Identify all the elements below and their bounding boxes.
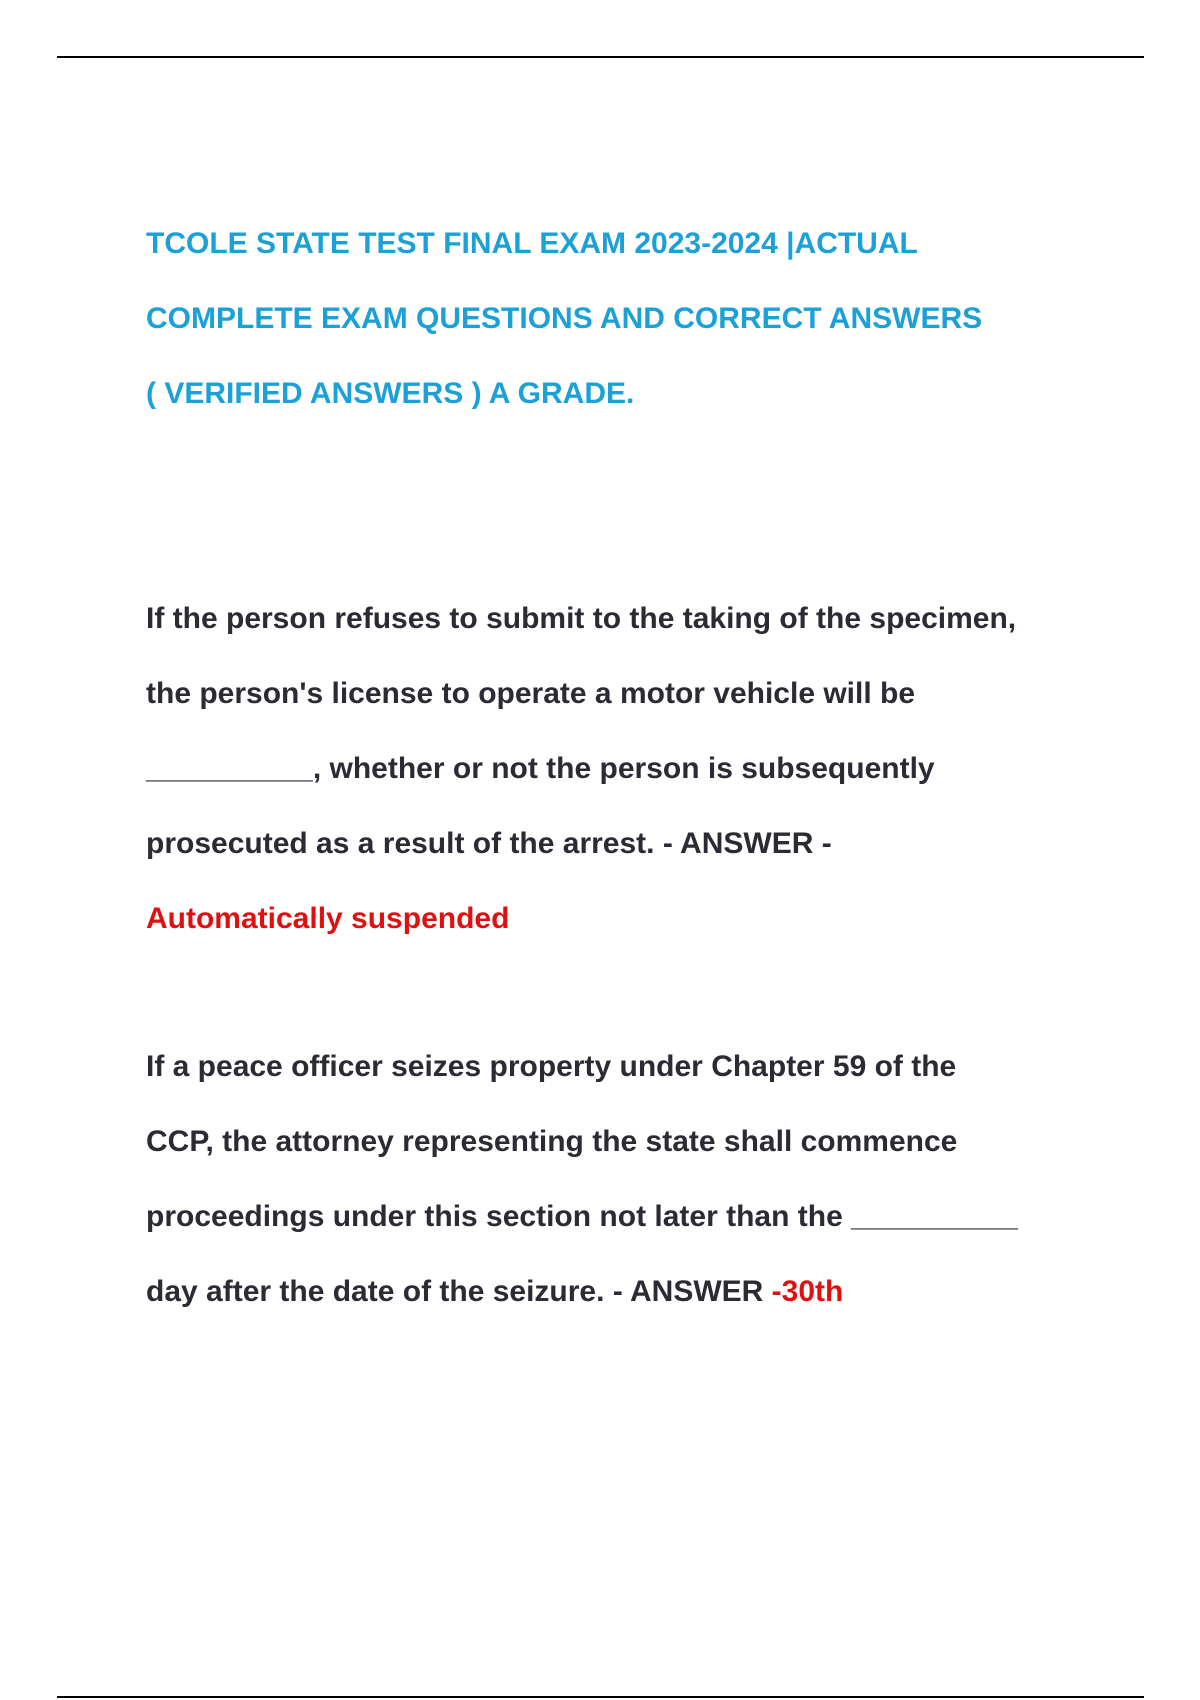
document-title: TCOLE STATE TEST FINAL EXAM 2023-2024 |ACTUAL COMPLETE EXAM QUESTIONS AND CORRECT ANSWERS ( VERIFIED ANSWERS ) A GRADE. — [146, 227, 983, 410]
qa-item-1 — [146, 581, 1086, 956]
qa-item-2 — [146, 1029, 1086, 1329]
bottom-rule — [57, 1696, 1144, 1698]
question-1-text: If the person refuses to submit to the taking of the specimen, the person's license to operate a motor vehicle will be __________, whether or not the person is subsequently prosecuted as a result of the arrest. - ANSWER - — [146, 602, 1017, 860]
answer-1-text: Automatically suspended — [146, 902, 510, 935]
question-2-text: If a peace officer seizes property under Chapter 59 of the CCP, the attorney representing the state shall commence proceedings under this section not later than the __________ day after the date of the seizure. - ANSWER — [146, 1050, 1018, 1308]
page-content — [146, 206, 1086, 1329]
answer-2-text: -30th — [771, 1275, 844, 1308]
top-rule — [57, 56, 1144, 58]
